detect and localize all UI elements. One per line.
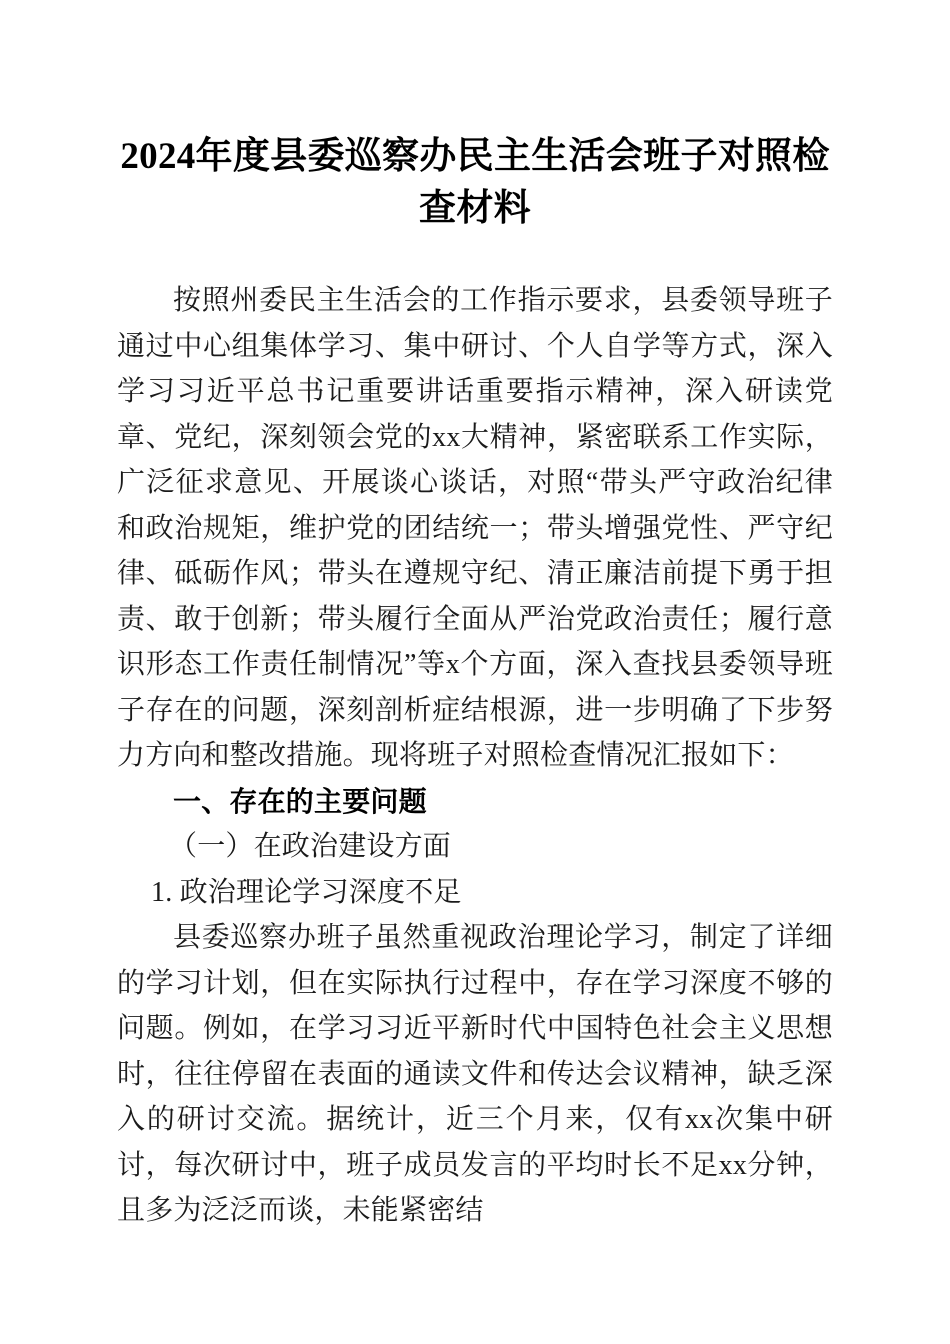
body-paragraph-1: 县委巡察办班子虽然重视政治理论学习，制定了详细的学习计划，但在实际执行过程中，存在学习深度不够的问题。例如，在学习习近平新时代中国特色社会主义思想时，往往停留在表面的通读文件和传达会议精神，缺乏深入的研讨交流。据统计，近三个月来，仅有xx次集中研讨，每次研讨中，班子成员发言的平均时长不足xx分钟，且多为泛泛而谈，未能紧密结 xyxy=(117,922,833,1226)
item-heading-1: 1. 政治理论学习深度不足 xyxy=(151,876,462,908)
section-heading-1: 一、存在的主要问题 xyxy=(173,785,427,817)
document-content xyxy=(117,0,833,1234)
subsection-heading-1: （一）在政治建设方面 xyxy=(169,831,452,862)
title-spacer xyxy=(117,235,833,278)
intro-paragraph: 按照州委民主生活会的工作指示要求，县委领导班子通过中心组集体学习、集中研讨、个人自学等方式，深入学习习近平总书记重要讲话重要指示精神，深入研读党章、党纪，深刻领会党的xx大精神，紧密联系工作实际，广泛征求意见、开展谈心谈话，对照“带头严守政治纪律和政治规矩，维护党的团结统一；带头增强党性、严守纪律、砥砺作风；带头在遵规守纪、清正廉洁前提下勇于担责、敢于创新；带头履行全面从严治党政治责任；履行意识形态工作责任制情况”等x个方面，深入查找县委领导班子存在的问题，深刻剖析症结根源，进一步明确了下步努力方向和整改措施。现将班子对照检查情况汇报如下： xyxy=(117,285,833,771)
page-title: 2024年度县委巡察办民主生活会班子对照检查材料 xyxy=(120,136,830,229)
